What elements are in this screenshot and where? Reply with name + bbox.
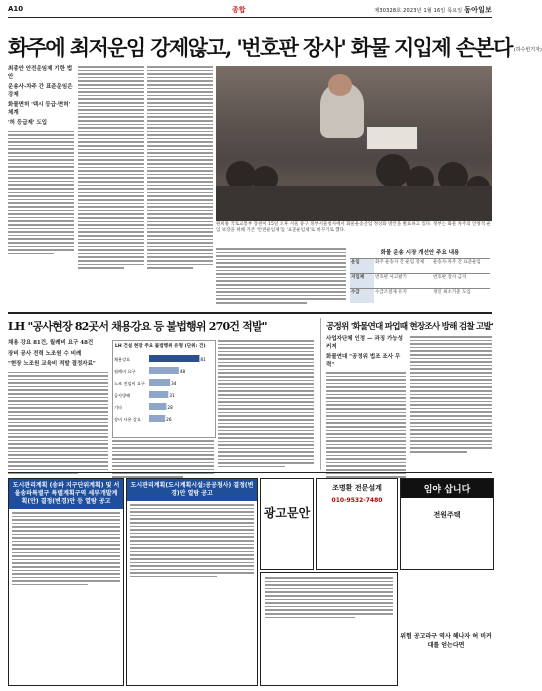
property-ad: [400, 478, 494, 570]
top-article-col1: [8, 66, 74, 256]
news-photo: [216, 66, 492, 221]
top-article-col2: [78, 66, 144, 271]
table-row: 수급 수급조절제 유지 개인 최소기준 도입: [350, 288, 490, 303]
issue-info: 제30328호 2023년 1월 16일 목요일: [374, 8, 463, 14]
brand-ad: [260, 478, 314, 570]
paper-name: 동아일보: [464, 6, 492, 14]
top-subhead-2: 운송사-차주 간 표준운임은 강제: [8, 84, 73, 98]
ftc-subhead-1: 사업자단체 인정 — 과징 가능성 커져: [326, 336, 403, 350]
notice1-title: 도시관리계획 (송파 지구단위계획) 및 서울송파특별구 특별계획구역 세부개발계획(안) 결정(변경)안 등 열람 공고: [9, 479, 123, 509]
top-article-col3: [147, 66, 213, 271]
brand-text: 광고문안: [263, 506, 311, 520]
bottom-ad-text: 위험 공고라구 역사 해나자 허 비커대를 얻는다면: [400, 633, 492, 649]
top-subhead-3: 화물면허 '택시 등급·면허' 체계: [8, 102, 71, 116]
notice-ad-2: [126, 478, 258, 686]
service-title: 조명환 전문설계: [332, 484, 382, 492]
ftc-article-col2: [410, 336, 492, 455]
lh-article-col3: [218, 340, 314, 469]
lh-subhead-3: "현장 노조원 교육비 적발 결정자료": [8, 361, 96, 367]
notice-ad-1: [8, 478, 124, 686]
bottom-ad: [400, 572, 492, 684]
chart-title: LH 건설 현장 주요 불법행위 유형 (단위: 건): [115, 344, 206, 349]
value-label: 48: [179, 369, 186, 374]
lh-article-col2: [112, 440, 214, 480]
masthead: [8, 5, 492, 18]
top-headline: 화주에 최저운임 강제않고, '번호판 장사' 화물 지입제 손본다 (하수빈기자): [8, 35, 542, 60]
property-subtitle: 전원주택: [433, 511, 461, 519]
ftc-article: [326, 336, 406, 483]
category-label: 채용강요: [114, 357, 131, 362]
chart-svg: [113, 351, 213, 431]
property-title: 임야 삽니다: [401, 479, 493, 498]
table-row: 운임 화주 운송사 간 운임 강제 운송사·차주 간 표준운임: [350, 258, 490, 273]
column-divider: [320, 318, 321, 470]
table-row: 지입제 번호판 사고팔기 번호판 장사 금지: [350, 273, 490, 288]
top-article-col4: [216, 248, 346, 306]
category-label: 기타: [114, 405, 123, 410]
lh-headline: LH "공사현장 82곳서 채용강요 등 불법행위 270건 적발": [8, 320, 267, 333]
top-subhead-1: 최종안 안전운임제 기한 법안: [8, 66, 73, 80]
section-label: 종합: [232, 6, 246, 14]
category-label: 노조 전임비 요구: [114, 381, 145, 386]
bar: [149, 367, 179, 374]
value-label: 31: [169, 393, 175, 398]
body-text: [8, 131, 74, 255]
service-ad: [316, 478, 398, 570]
category-label: 장비 사용 강요: [114, 417, 141, 422]
ftc-headline: 공정위 '화물연대 파업때 현장조사 방해 검찰 고발': [326, 322, 493, 332]
value-label: 28: [167, 405, 173, 410]
bar: [149, 415, 165, 422]
value-label: 34: [171, 381, 177, 386]
service-phone: 010-9532-7480: [331, 497, 383, 504]
reform-table: [350, 248, 490, 303]
ftc-subhead-2: 화물연대 "공정위 법조 조사 무력": [326, 354, 401, 368]
top-subhead-4: '허 등급제' 도입: [8, 120, 48, 126]
value-label: 26: [166, 417, 172, 422]
lh-article: [8, 340, 108, 476]
bar: [149, 379, 170, 386]
page-number: A10: [8, 5, 24, 13]
section-divider: [8, 312, 492, 314]
category-label: 월례비 요구: [114, 369, 136, 374]
photo-caption: 원희룡 국토교통부 장관이 15일 오후 서울 중구 정부서울청사에서 화물운송산업 정상화 방안을 발표하고 있다. 정부는 화물 차주의 안정적 운임 보장을 위해 기존 '안전운임제'를 '표준운임제'로 바꾸기로 했다.: [216, 222, 491, 233]
lh-subhead-1: 채용 강요 81건, 월례비 요구 48건: [8, 340, 94, 346]
byline: (하수빈기자): [513, 46, 542, 53]
bar: [149, 403, 166, 410]
classified-ads: [260, 572, 398, 686]
ad-divider: [8, 472, 492, 473]
table-title: 화물 운송 시장 개선안 주요 내용: [380, 250, 460, 256]
category-label: 공사방해: [114, 393, 131, 398]
lh-subhead-2: 장비 공사 전력 노조원 수 비례: [8, 350, 82, 357]
bar: [149, 391, 168, 398]
lh-chart: [112, 340, 216, 438]
value-label: 81: [200, 357, 206, 362]
notice2-title: 도시관리계획(도시계획시설:공공청사) 결정(변경)안 열람 공고: [127, 479, 257, 501]
bar: [149, 355, 199, 362]
